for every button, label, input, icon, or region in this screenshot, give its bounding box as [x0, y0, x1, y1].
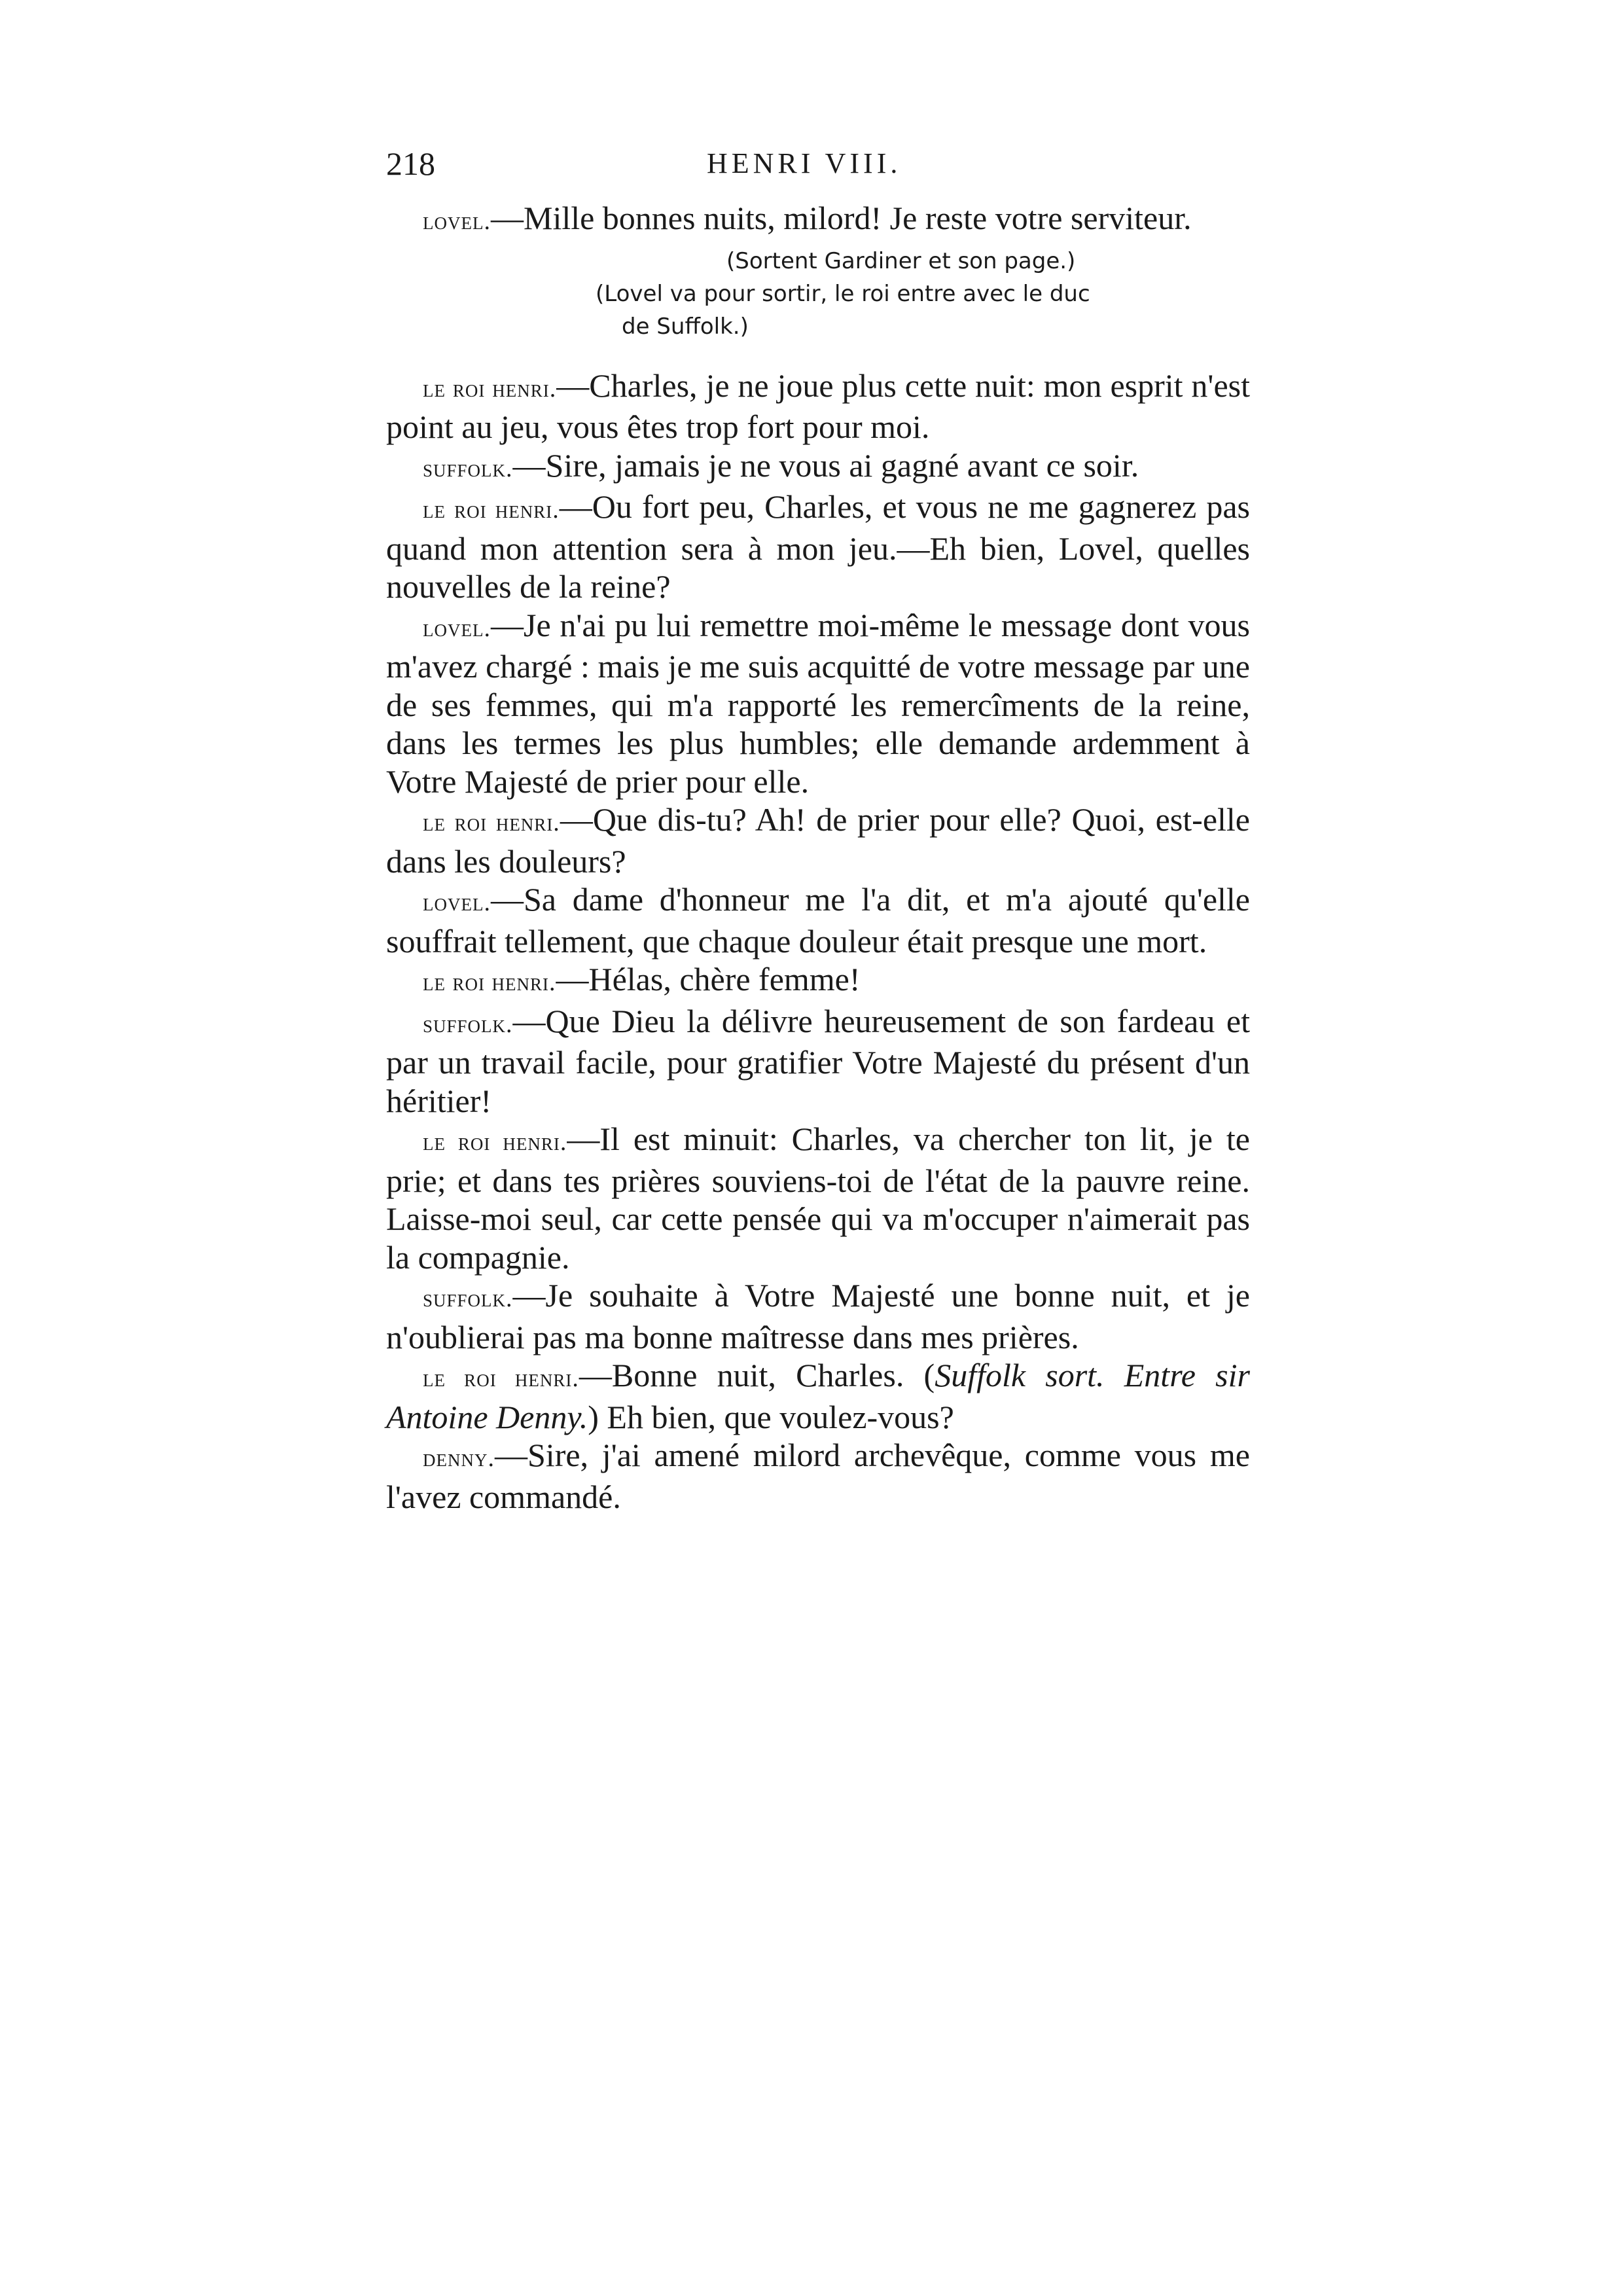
speech-suffolk-3: [386, 1276, 1250, 1356]
speech-denny-1: [386, 1436, 1250, 1516]
speech-lovel-3: [386, 880, 1250, 960]
speech-text: —Bonne nuit, Charles. (: [579, 1357, 935, 1393]
speech-text: —Sa dame d'honneur me l'a dit, et m'a ajouté qu'elle souffrait tellement, que chaque douleur était presque une mort.: [386, 881, 1250, 960]
speaker-name: suffolk.: [423, 454, 513, 482]
speech-text: ) Eh bien, que voulez-vous?: [588, 1398, 954, 1435]
speech-suffolk-1: [386, 446, 1250, 488]
speech-roi-henri-1: [386, 367, 1250, 446]
speaker-name: le roi henri.: [423, 496, 560, 524]
speech-roi-henri-3: [386, 800, 1250, 880]
speaker-name: lovel.: [423, 207, 491, 235]
speaker-name: le roi henri.: [423, 1128, 567, 1156]
speaker-name: lovel.: [423, 889, 491, 916]
speech-suffolk-2: [386, 1002, 1250, 1121]
speech-text: —Je souhaite à Votre Majesté une bonne nuit, et je n'oublierai pas ma bonne maîtresse dans mes prières.: [386, 1277, 1250, 1355]
speech-text: —Je n'ai pu lui remettre moi-même le message dont vous m'avez chargé : mais je me suis acquitté de votre message par une de ses femmes, qui m'a rapporté les remercîments de la reine, dans les termes les plus humbles; elle demande ardemment à Votre Majesté de prier pour elle.: [386, 606, 1250, 800]
speech-roi-henri-6: [386, 1356, 1250, 1436]
speaker-name: suffolk.: [423, 1010, 513, 1038]
stage-direction-exit-gardiner: (Sortent Gardiner et son page.): [726, 247, 1076, 274]
speech-roi-henri-4: [386, 960, 1250, 1002]
speaker-name: le roi henri.: [423, 374, 557, 403]
speaker-name: le roi henri.: [423, 969, 556, 996]
speech-roi-henri-2: [386, 488, 1250, 606]
speech-text: —Charles, je ne joue plus cette nuit: mon esprit n'est point au jeu, vous êtes trop fort pour moi.: [386, 367, 1250, 445]
speech-roi-henri-5: [386, 1120, 1250, 1276]
speech-text: —Hélas, chère femme!: [556, 961, 861, 997]
speaker-name: le roi henri.: [423, 1365, 579, 1392]
speech-text: —Sire, jamais je ne vous ai gagné avant ce soir.: [512, 446, 1139, 484]
stage-direction-line: (Lovel va pour sortir, le roi entre avec le duc: [596, 280, 1090, 307]
speech-text: —Que dis-tu? Ah! de prier pour elle? Quoi, est-elle dans les douleurs?: [386, 801, 1250, 880]
running-title: HENRI VIII.: [707, 147, 902, 179]
running-head: [386, 137, 1250, 190]
stage-direction-line: de Suffolk.): [622, 313, 749, 340]
page-number: 218: [386, 145, 435, 182]
speaker-name: le roi henri.: [423, 809, 560, 836]
speech-text: —Sire, j'ai amené milord archevêque, comme vous me l'avez commandé.: [386, 1437, 1250, 1515]
speech-lovel-2: [386, 606, 1250, 801]
speaker-name: lovel.: [423, 614, 491, 642]
text-column: [386, 137, 1250, 1516]
stage-direction-lovel-exit: [386, 278, 1250, 343]
speech-text: —Ou fort peu, Charles, et vous ne me gagnerez pas quand mon attention sera à mon jeu.—Eh bien, Lovel, quelles nouvelles de la reine?: [386, 488, 1250, 605]
inline-stage-direction: Suffolk sort. Entre sir Antoine Denny.: [386, 1357, 1250, 1435]
speech-text: —Il est minuit: Charles, va chercher ton lit, je te prie; et dans tes prières souviens-toi de l'état de la pauvre reine. Laisse-moi seul, car cette pensée qui va m'occuper n'aimerait pas la compagnie.: [386, 1121, 1250, 1276]
speaker-name: suffolk.: [423, 1285, 513, 1312]
speaker-name: denny.: [423, 1444, 495, 1472]
speech-text: —Mille bonnes nuits, milord! Je reste votre serviteur.: [490, 200, 1192, 236]
speech-text: —Que Dieu la délivre heureusement de son fardeau et par un travail facile, pour gratifier Votre Majesté du présent d'un héritier!: [386, 1002, 1250, 1119]
speech-lovel-1: [386, 199, 1250, 241]
